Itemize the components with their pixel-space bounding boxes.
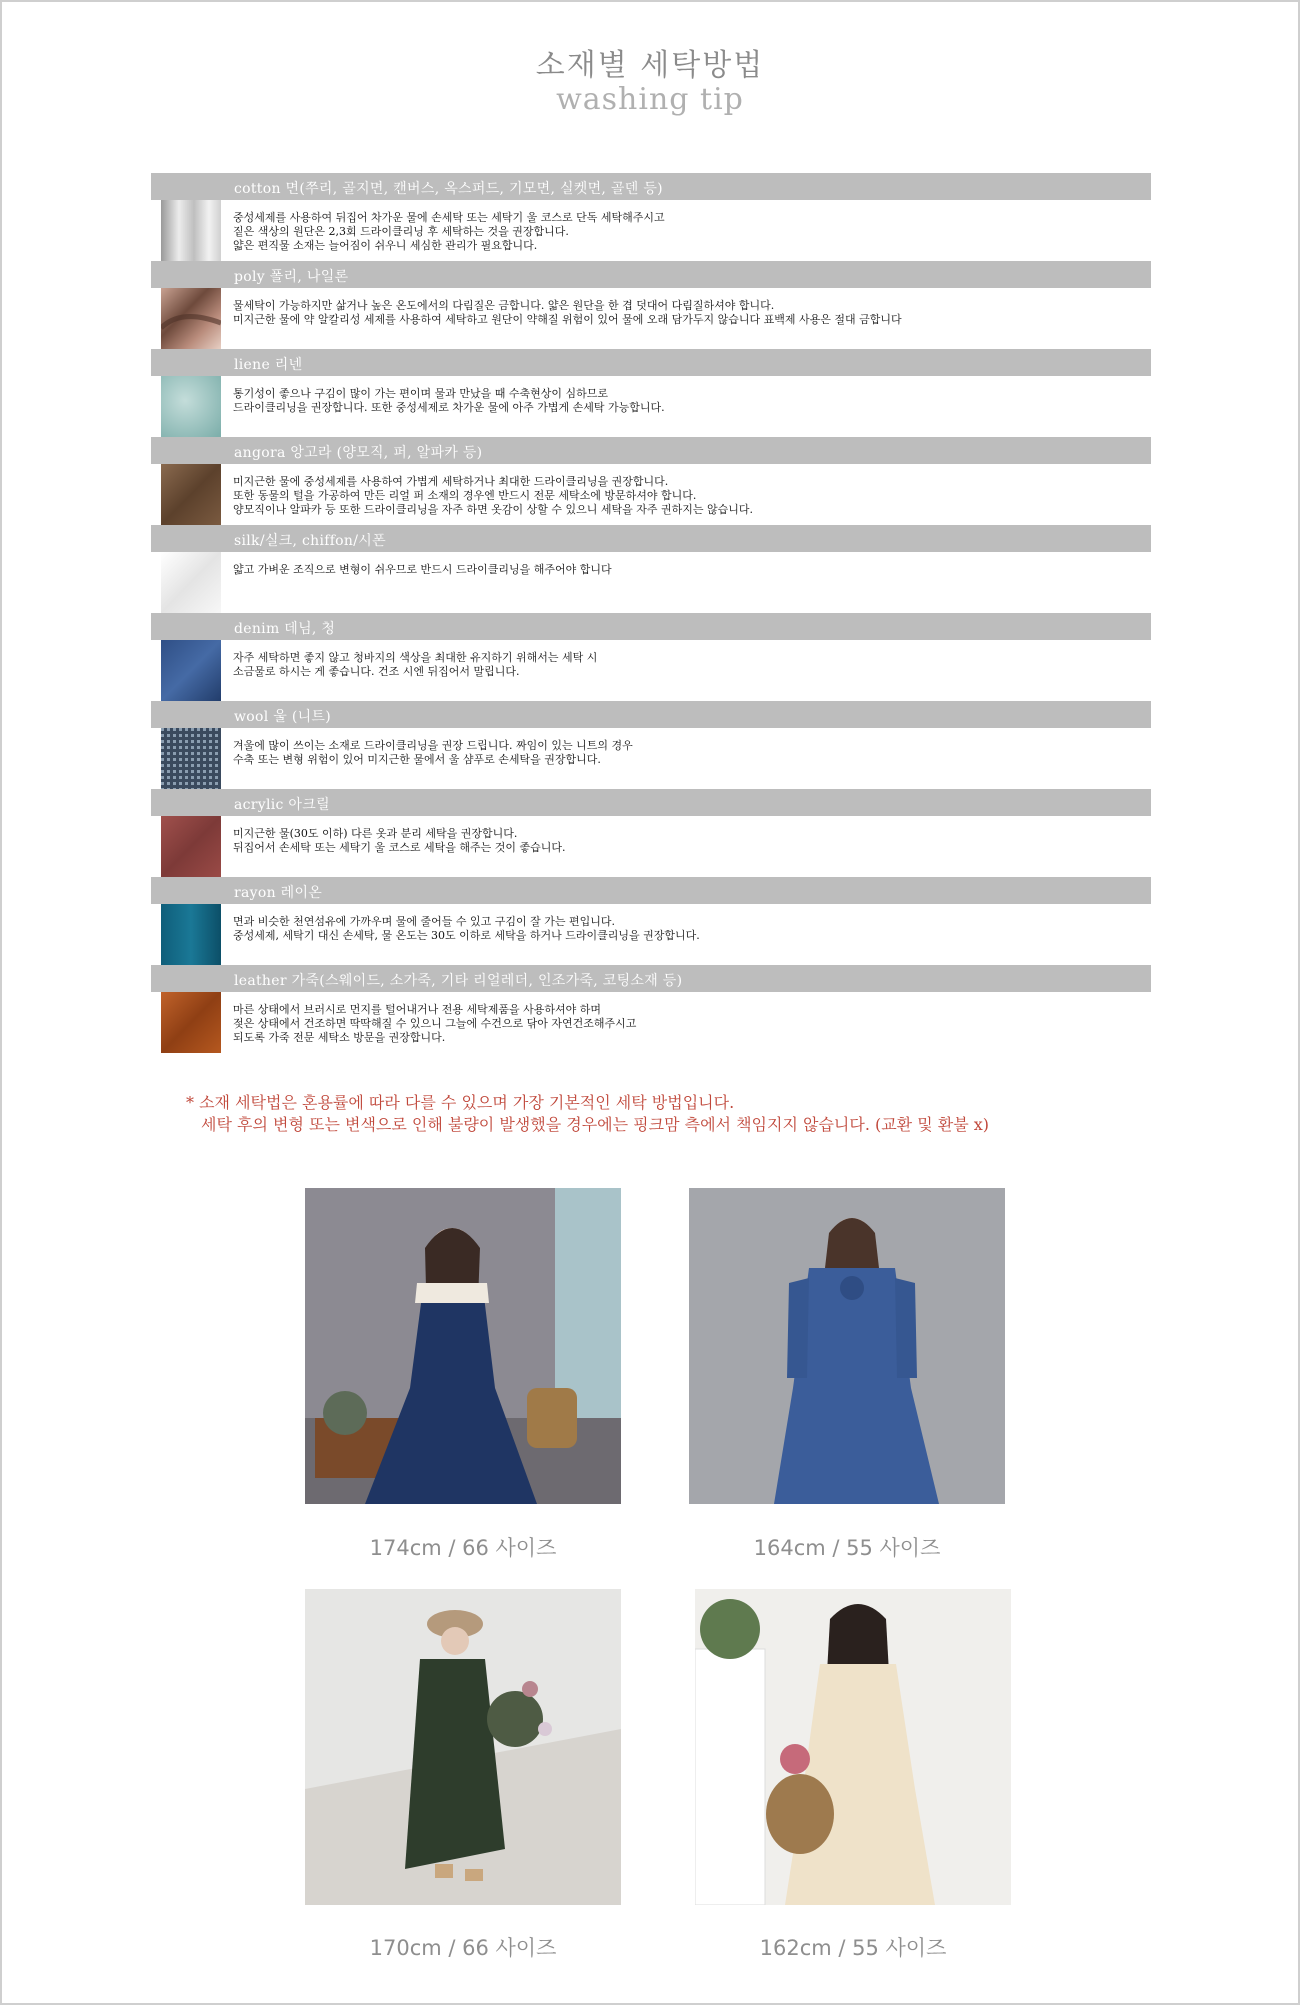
description-line: 물세탁이 가능하지만 삶거나 높은 온도에서의 다림질은 금합니다. 얇은 원단을 한 겹 덧대어 다림질하셔야 합니다. (233, 299, 775, 312)
description-line: 또한 동물의 털을 가공하여 만든 리얼 퍼 소재의 경우엔 반드시 전문 세탁소에 방문하셔야 합니다. (233, 489, 697, 502)
description-line: 중성세제를 사용하여 뒤집어 차가운 물에 손세탁 또는 세탁기 울 코스로 단독 세탁해주시고 (233, 211, 665, 224)
wool-swatch-icon (161, 728, 221, 789)
page-subtitle: washing tip (556, 82, 744, 117)
linen-swatch-icon (161, 376, 221, 437)
material-name: denim 데님, 청 (234, 621, 336, 637)
description-line: 통기성이 좋으나 구김이 많이 가는 편이며 물과 만났을 때 수축현상이 심하므로 (233, 387, 608, 400)
model-caption: 162cm / 55 사이즈 (759, 1936, 947, 1960)
model-caption: 174cm / 66 사이즈 (369, 1536, 557, 1560)
material-item-cotton (151, 173, 1151, 261)
description-line: 미지근한 물에 중성세제를 사용하여 가볍게 세탁하거나 최대한 드라이클리닝을 권장합니다. (233, 475, 669, 488)
material-description (233, 211, 1133, 253)
material-name: wool 울 (니트) (234, 709, 332, 725)
material-item-denim (151, 613, 1151, 701)
model-seated-navy-dress-photo (305, 1188, 621, 1504)
material-item-wool (151, 701, 1151, 789)
acrylic-swatch-icon (161, 816, 221, 877)
notice-line: * 소재 세탁법은 혼용률에 따라 다를 수 있으며 가장 기본적인 세탁 방법입니다. (186, 1093, 735, 1112)
material-item-rayon (151, 877, 1151, 965)
description-line: 뒤집어서 손세탁 또는 세탁기 울 코스로 세탁을 해주는 것이 좋습니다. (233, 841, 566, 854)
material-description (233, 739, 1133, 767)
material-name: cotton 면(쭈리, 골지면, 캔버스, 옥스퍼드, 기모면, 실켓면, 골덴 등) (234, 181, 663, 197)
material-description (233, 1003, 1133, 1045)
material-name: acrylic 아크릴 (234, 797, 330, 813)
model-caption: 170cm / 66 사이즈 (369, 1936, 557, 1960)
cotton-swatch-icon (161, 200, 221, 261)
description-line: 면과 비슷한 천연섬유에 가까우며 물에 줄어들 수 있고 구김이 잘 가는 편입니다. (233, 915, 615, 928)
material-name: leather 가죽(스웨이드, 소가죽, 기타 리얼레더, 인조가죽, 코팅소재 등) (234, 973, 683, 989)
angora-swatch-icon (161, 464, 221, 525)
material-description (233, 915, 1133, 943)
description-line: 얇고 가벼운 조직으로 변형이 쉬우므로 반드시 드라이클리닝을 해주어야 합니다 (233, 563, 612, 576)
description-line: 소금물로 하시는 게 좋습니다. 건조 시엔 뒤집어서 말립니다. (233, 665, 520, 678)
material-description (233, 563, 1133, 577)
description-line: 짙은 색상의 원단은 2,3회 드라이클리닝 후 세탁하는 것을 권장합니다. (233, 225, 569, 238)
description-line: 젖은 상태에서 건조하면 딱딱해질 수 있으니 그늘에 수건으로 닦아 자연건조해주시고 (233, 1017, 637, 1030)
notice-line: 세탁 후의 변형 또는 변색으로 인해 불량이 발생했을 경우에는 핑크맘 측에서 책임지지 않습니다. (교환 및 환불 x) (201, 1115, 990, 1134)
description-line: 미지근한 물(30도 이하) 다른 옷과 분리 세탁을 권장합니다. (233, 827, 518, 840)
rayon-swatch-icon (161, 904, 221, 965)
description-line: 자주 세탁하면 좋지 않고 청바지의 색상을 최대한 유지하기 위해서는 세탁 시 (233, 651, 598, 664)
description-line: 겨울에 많이 쓰이는 소재로 드라이클리닝을 권장 드립니다. 짜임이 있는 니트의 경우 (233, 739, 633, 752)
material-description (233, 651, 1133, 679)
description-line: 양모직이나 알파카 등 또한 드라이클리닝을 자주 하면 옷감이 상할 수 있으니 세탁을 자주 권하지는 않습니다. (233, 503, 753, 516)
description-line: 드라이클리닝을 권장합니다. 또한 중성세제로 차가운 물에 아주 가볍게 손세탁 가능합니다. (233, 401, 665, 414)
model-floral-dress-basket-photo (695, 1589, 1011, 1905)
material-name: poly 폴리, 나일론 (234, 269, 349, 285)
material-name: rayon 레이온 (234, 885, 323, 901)
page-title: 소재별 세탁방법 (535, 48, 765, 83)
model-green-coat-flowers-photo (305, 1589, 621, 1905)
material-item-silk (151, 525, 1151, 613)
model-caption: 164cm / 55 사이즈 (753, 1536, 941, 1560)
silk-swatch-icon (161, 552, 221, 613)
material-name: liene 리넨 (234, 357, 303, 373)
description-line: 중성세제, 세탁기 대신 손세탁, 물 온도는 30도 이하로 세탁을 하거나 드라이클리닝을 권장합니다. (233, 929, 700, 942)
material-name: silk/실크, chiffon/시폰 (234, 533, 386, 549)
description-line: 얇은 편직물 소재는 늘어짐이 쉬우니 세심한 관리가 필요합니다. (233, 239, 538, 252)
material-list (151, 173, 1151, 1053)
material-description (233, 475, 1133, 517)
material-item-poly (151, 261, 1151, 349)
denim-swatch-icon (161, 640, 221, 701)
material-item-linen (151, 349, 1151, 437)
material-item-angora (151, 437, 1151, 525)
material-description (233, 827, 1133, 855)
washing-notice (186, 1092, 1186, 1136)
material-description (233, 299, 1133, 327)
description-line: 미지근한 물에 약 알칼리성 세제를 사용하여 세탁하고 원단이 약해질 위험이 있어 물에 오래 담가두지 않습니다 표백제 사용은 절대 금합니다 (233, 313, 902, 326)
description-line: 마른 상태에서 브러시로 먼지를 털어내거나 전용 세탁제품을 사용하셔야 하며 (233, 1003, 602, 1016)
leather-swatch-icon (161, 992, 221, 1053)
material-name: angora 앙고라 (양모직, 퍼, 알파카 등) (234, 445, 483, 461)
description-line: 수축 또는 변형 위험이 있어 미지근한 물에서 울 샴푸로 손세탁을 권장합니다. (233, 753, 601, 766)
poly-swatch-icon (161, 288, 221, 349)
description-line: 되도록 가죽 전문 세탁소 방문을 권장합니다. (233, 1031, 446, 1044)
material-item-leather (151, 965, 1151, 1053)
material-description (233, 387, 1133, 415)
material-item-acrylic (151, 789, 1151, 877)
model-blue-ruffle-dress-photo (689, 1188, 1005, 1504)
